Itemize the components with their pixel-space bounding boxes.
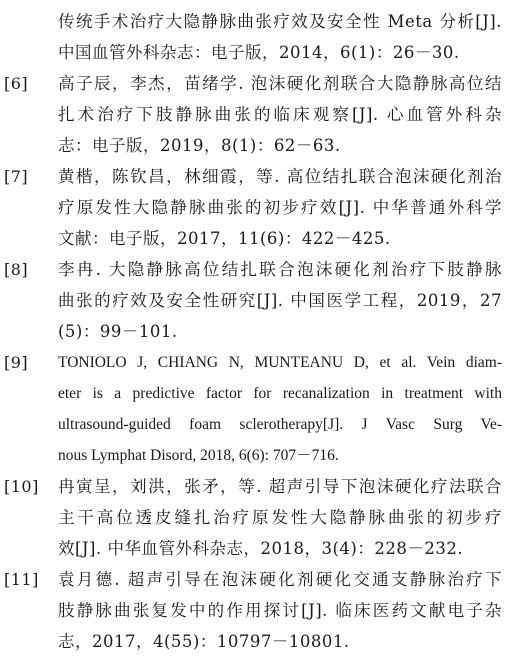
reference-entry-10 <box>4 471 502 564</box>
reference-line: TONIOLO J, CHIANG N, MUNTEANU D, et al. Vein diam- <box>58 354 502 371</box>
reference-entry-11 <box>4 564 502 657</box>
reference-line: 中国血管外科杂志：电子版，2014，6(1)：26－30. <box>58 43 460 62</box>
reference-line: 高子辰，李杰，苗绪学. 泡沫硬化剂联合大隐静脉高位结 <box>58 74 502 93</box>
reference-line: 曲张的疗效及安全性研究[J]. 中国医学工程，2019，27 <box>58 291 502 310</box>
reference-text <box>58 564 502 657</box>
reference-line: 扎术治疗下肢静脉曲张的临床观察[J]. 心血管外科杂 <box>58 105 502 124</box>
reference-text <box>58 161 502 254</box>
reference-line: eter is a predictive factor for recanalization in treatment with <box>58 385 502 402</box>
reference-number: [11] <box>4 570 39 589</box>
reference-entry-6 <box>4 68 502 161</box>
reference-line: 志，2017，4(55)：10797－10801. <box>58 632 350 651</box>
reference-entry-8 <box>4 254 502 347</box>
reference-line: 袁月德. 超声引导在泡沫硬化剂硬化交通支静脉治疗下 <box>58 570 502 589</box>
reference-line: 志：电子版，2019，8(1)：62－63. <box>58 136 341 155</box>
reference-entry-continued <box>4 6 502 68</box>
reference-text <box>58 254 502 347</box>
reference-line: 肢静脉曲张复发中的作用探讨[J]. 临床医药文献电子杂 <box>58 601 502 620</box>
reference-entry-7 <box>4 161 502 254</box>
reference-text <box>58 6 502 68</box>
reference-line: 冉寅呈，刘洪，张矛，等. 超声引导下泡沫硬化疗法联合 <box>58 477 502 496</box>
reference-number: [9] <box>4 353 29 372</box>
reference-number: [8] <box>4 260 29 279</box>
reference-line: ultrasound-guided foam sclerotherapy[J]. J Vasc Surg Ve- <box>58 416 502 433</box>
reference-line: 疗原发性大隐静脉曲张的初步疗效[J]. 中华普通外科学 <box>58 198 502 217</box>
reference-line: (5)：99－101. <box>58 322 178 341</box>
reference-line: 效[J]. 中华血管外科杂志，2018，3(4)：228－232. <box>58 539 464 558</box>
reference-line: nous Lymphat Disord, 2018, 6(6): 707－716. <box>58 447 339 464</box>
reference-line: 黄楷，陈钦昌，林细霞，等. 高位结扎联合泡沫硬化剂治 <box>58 167 502 186</box>
reference-line: 主干高位透皮缝扎治疗原发性大隐静脉曲张的初步疗 <box>58 508 502 527</box>
reference-line: 李冉. 大隐静脉高位结扎联合泡沫硬化剂治疗下肢静脉 <box>58 260 502 279</box>
reference-text <box>58 68 502 161</box>
reference-line: 传统手术治疗大隐静脉曲张疗效及安全性 Meta 分析[J]. <box>58 12 502 31</box>
reference-line: 文献：电子版，2017，11(6)：422－425. <box>58 229 391 248</box>
reference-text <box>58 347 502 471</box>
reference-entry-9 <box>4 347 502 471</box>
reference-number: [7] <box>4 167 29 186</box>
reference-number: [6] <box>4 74 29 93</box>
reference-number: [10] <box>4 477 39 496</box>
reference-text <box>58 471 502 564</box>
